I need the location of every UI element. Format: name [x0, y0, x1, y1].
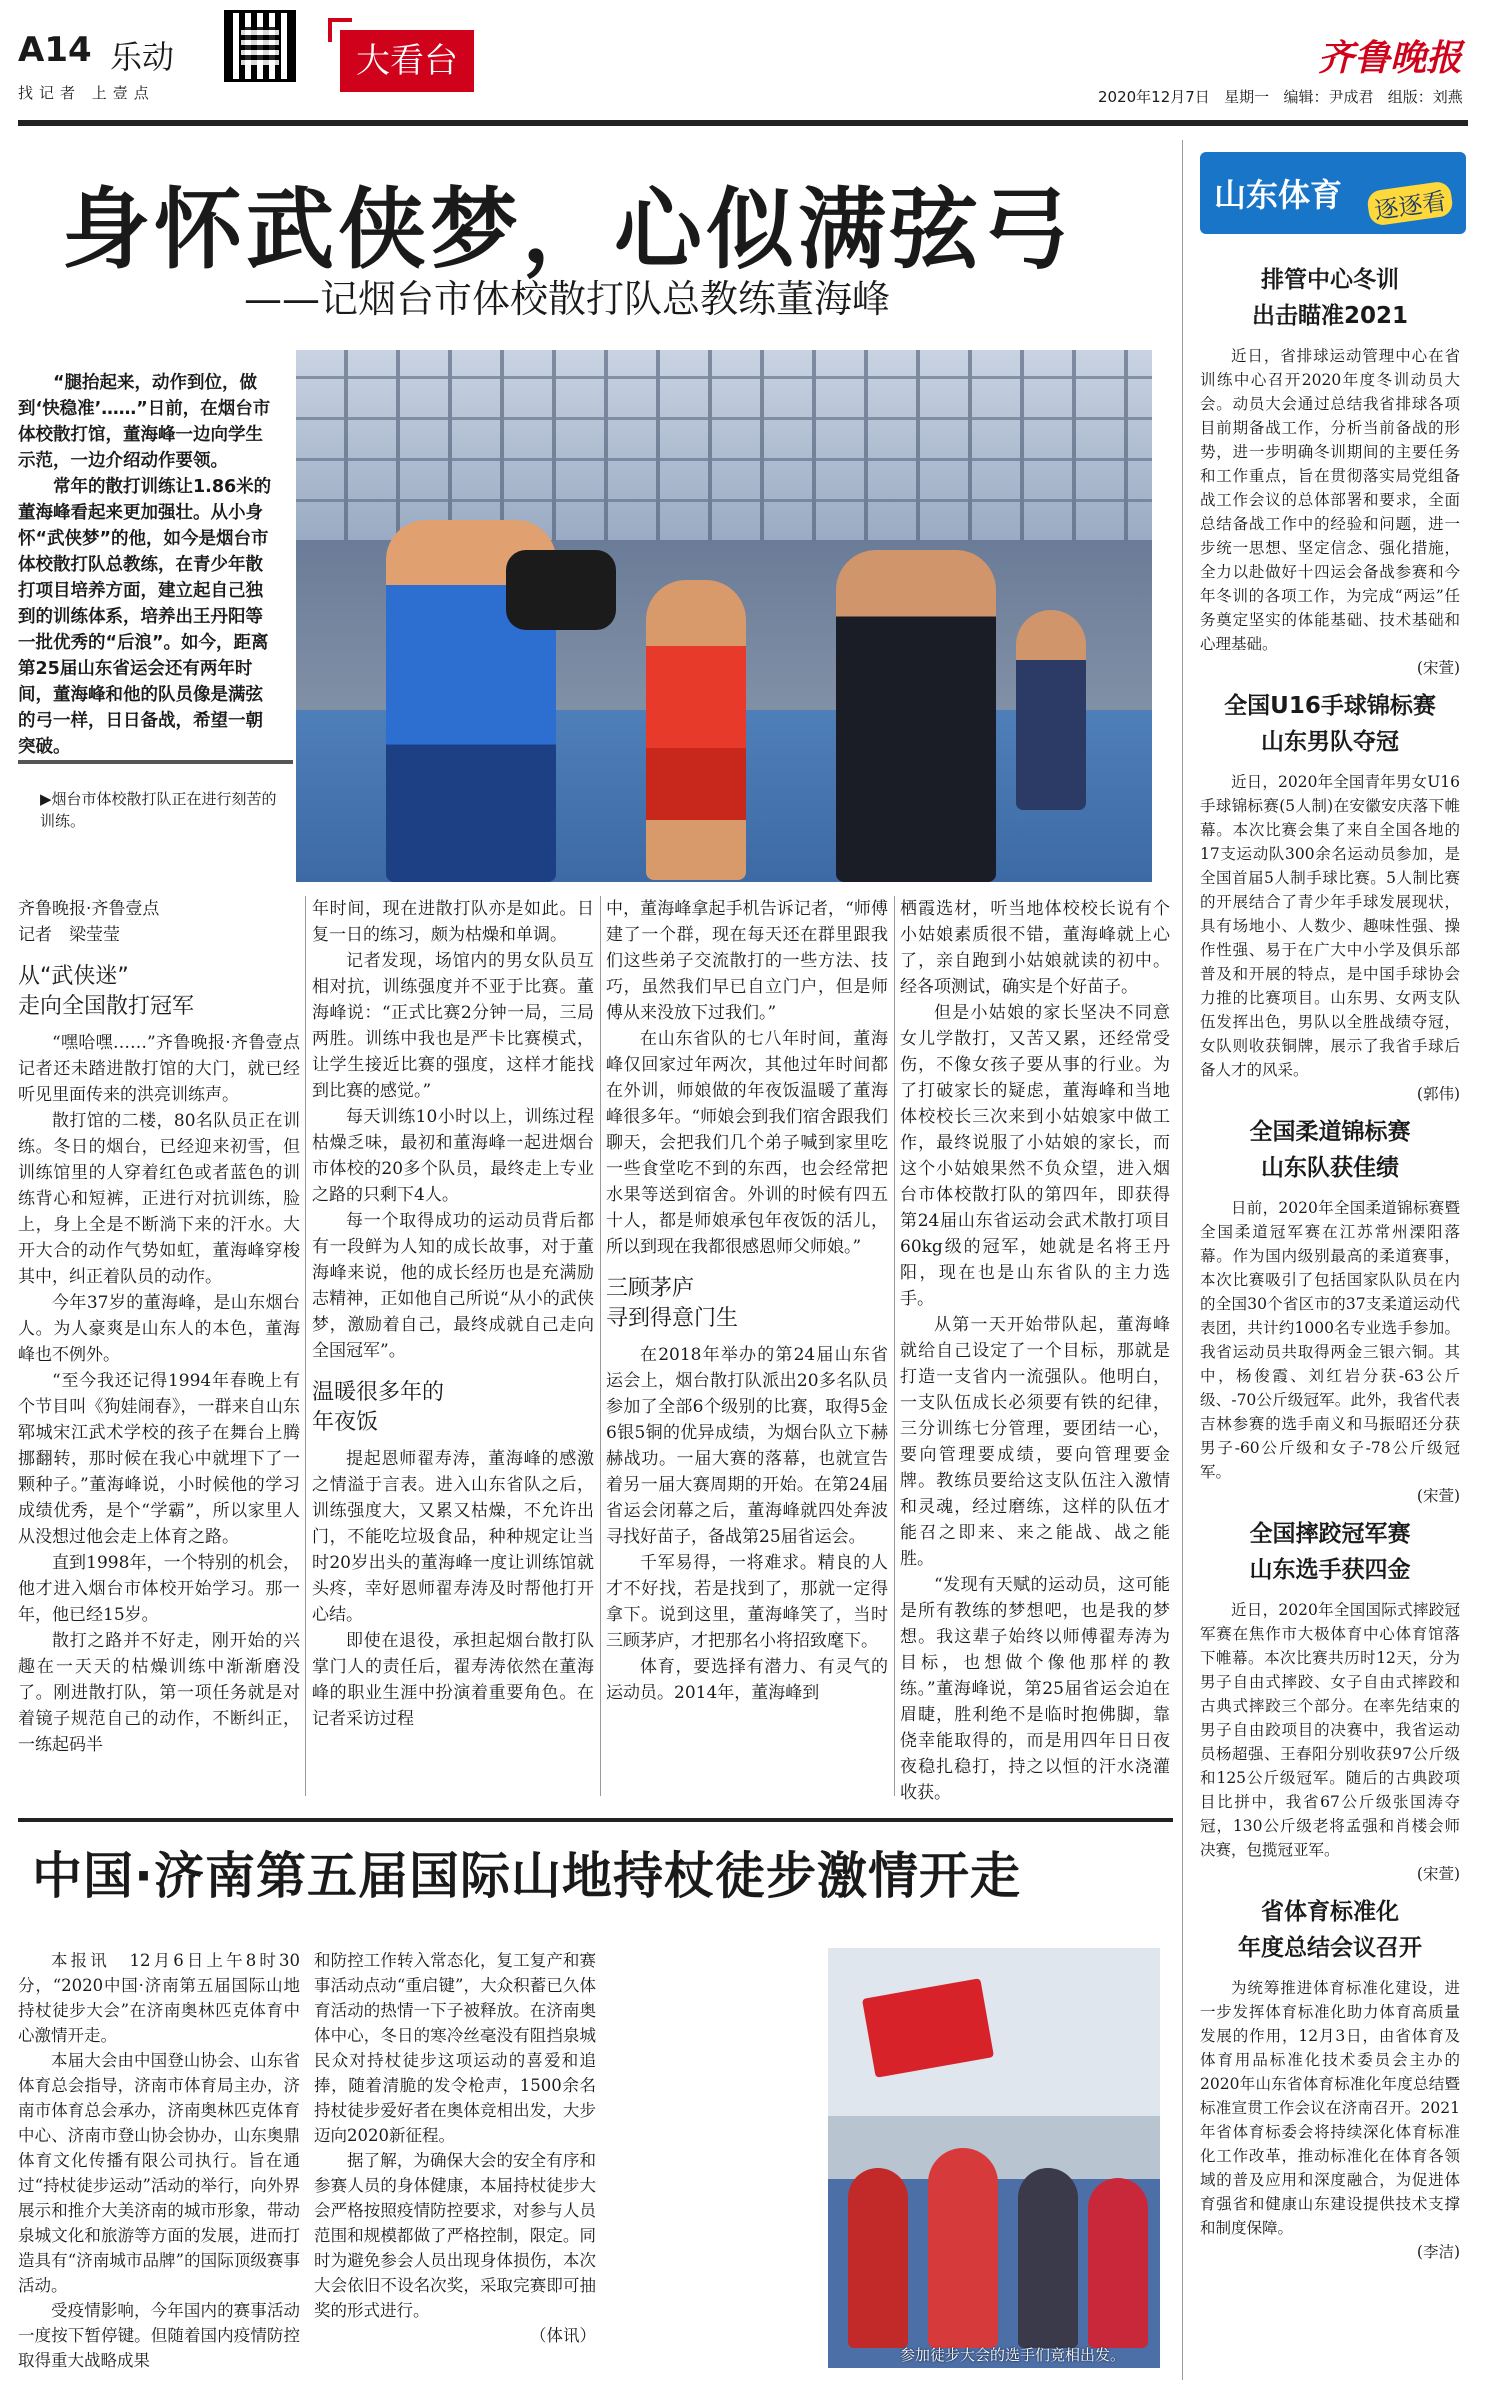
- photo2-caption: 参加徒步大会的选手们竟相出发。: [900, 2346, 1126, 2364]
- subhead-a: 从“武侠迷” 走向全国散打冠军: [18, 964, 195, 1019]
- sidebar-divider: [1182, 140, 1183, 2380]
- column-divider: [305, 896, 306, 1796]
- weekday: 星期一: [1224, 88, 1270, 106]
- paragraph: 即使在退役，承担起烟台散打队掌门人的责任后，翟寿涛依然在董海峰的职业生涯中扮演着重要角色。在记者采访过程: [312, 1631, 594, 1729]
- sidebar-item-title: 省体育标准化 年度总结会议召开: [1238, 1899, 1422, 1961]
- paragraph: 本届大会由中国登山协会、山东省体育总会指导，济南市体育局主办，济南市体育总会承办，济南奥林匹克体育中心、济南市登山协会协办，山东奥鼎体育文化传播有限公司执行。旨在通过“持杖徒步运动”活动的举行，向外界展示和推介大美济南的城市形象，带动泉城文化和旅游等方面的发展，进而打造具有“济南城市品牌”的国际顶级赛事活动。: [18, 2051, 300, 2295]
- sidebar-item-sign: (宋萱): [1416, 1865, 1460, 1883]
- designer: 组版：刘燕: [1387, 88, 1463, 106]
- paragraph: 但是小姑娘的家长坚决不同意女儿学散打，又苦又累，还经常受伤，不像女孩子要从事的行业。为了打破家长的疑虑，董海峰和当地体校校长三次来到小姑娘家中做工作，最终说服了小姑娘的家长，而这个小姑娘果然不负众望，进入烟台市体校散打队的第四年，即获得第24届山东省运动会武术散打项目60kg级的冠军，她就是名将王丹阳，现在也是山东省队的主力选手。: [900, 1003, 1170, 1309]
- paragraph: 栖霞选材，听当地体校校长说有个小姑娘素质很不错，董海峰就上心了，亲自跑到小姑娘就读的初中。经各项测试，确实是个好苗子。: [900, 899, 1170, 997]
- sidebar-news-list: [1200, 262, 1460, 2264]
- date: 2020年12月7日: [1098, 88, 1210, 106]
- byline-outlet: 齐鲁晚报·齐鲁壹点: [18, 899, 160, 919]
- editor: 编辑：尹成君: [1283, 88, 1374, 106]
- column-divider: [894, 896, 895, 1796]
- article-column-2: [312, 896, 594, 1732]
- sidebar-item-sign: (宋萱): [1416, 1487, 1460, 1505]
- paragraph: “嘿哈嘿……”齐鲁晚报·齐鲁壹点记者还未踏进散打馆的大门，就已经听见里面传来的洪亮训练声。: [18, 1033, 300, 1105]
- subhead-c: 三顾茅庐 寻到得意门生: [606, 1276, 739, 1331]
- sidebar-item: [1200, 1516, 1460, 1886]
- article2-column-2: [314, 1948, 596, 2348]
- sidebar-item-title: 全国柔道锦标赛 山东队获佳绩: [1249, 1119, 1411, 1181]
- article-subheadline: ——记烟台市体校散打队总教练董海峰: [244, 277, 891, 321]
- subnav-text: 找记者 上壹点: [18, 84, 155, 102]
- paragraph: 记者发现，场馆内的男女队员互相对抗，训练强度并不亚于比赛。董海峰说：“正式比赛2分钟一局，三局两胜。训练中我也是严卡比赛模式，让学生接近比赛的强度，这样才能找到比赛的感觉。”: [312, 951, 594, 1101]
- header-rule: [18, 120, 1468, 126]
- qr-code-icon[interactable]: [224, 10, 296, 82]
- sidebar-item-sign: (李洁): [1416, 2243, 1460, 2261]
- paragraph: 散打馆的二楼，80名队员正在训练。冬日的烟台，已经迎来初雪，但训练馆里的人穿着红色或者蓝色的训练背心和短裤，正进行对抗训练，脸上，身上全是不断淌下来的汗水。大开大合的动作气势如虹，董海峰穿梭其中，纠正着队员的动作。: [18, 1111, 300, 1287]
- sidebar-item-title: 全国U16手球锦标赛 山东男队夺冠: [1224, 693, 1436, 755]
- paragraph: 受疫情影响，今年国内的赛事活动一度按下暂停键。但随着国内疫情防控取得重大战略成果: [18, 2301, 300, 2370]
- sidebar-item: [1200, 1894, 1460, 2264]
- article-headline: 身怀武侠梦，心似满弦弓: [62, 178, 1075, 281]
- paragraph: 散打之路并不好走，刚开始的兴趣在一天天的枯燥训练中渐渐磨没了。刚进散打队，第一项任务就是对着镜子规范自己的动作，不断纠正，一练起码半: [18, 1631, 300, 1755]
- sidebar-item-title: 全国摔跤冠军赛 山东选手获四金: [1249, 1521, 1411, 1583]
- paragraph: 今年37岁的董海峰，是山东烟台人。为人豪爽是山东人的本色，董海峰也不例外。: [18, 1293, 300, 1365]
- sidebar-item-text: 近日，2020年全国青年男女U16手球锦标赛(5人制)在安徽安庆落下帷幕。本次比赛会集了来自全国各地的17支运动队300余名运动员参加，是全国首届5人制手球比赛。5人制比赛的开展结合了青少年手球发展现状，具有场地小、人数少、趣味性强、操作性强、易于在广大中小学及俱乐部普及和开展的特点，是中国手球协会力推的比赛项目。山东男、女两支队伍发挥出色，男队以全胜战绩夺冠，女队则收获铜牌，展示了我省手球后备人才的风采。: [1200, 773, 1460, 1079]
- column-badge: 大看台: [340, 30, 474, 92]
- paragraph: 和防控工作转入常态化，复工复产和赛事活动点动“重启键”，大众积蓄已久体育活动的热情一下子被释放。在济南奥体中心，冬日的寒冷丝毫没有阻挡泉城民众对持杖徒步这项运动的喜爱和追捧，随着清脆的发令枪声，1500余名持杖徒步爱好者在奥体竞相出发，大步迈向2020新征程。: [314, 1951, 596, 2145]
- sidebar-item-text: 近日，省排球运动管理中心在省训练中心召开2020年度冬训动员大会。动员大会通过总结我省排球各项目前期备战工作，分析当前备战的形势，进一步明确冬训期间的主要任务和工作重点，旨在贯彻落实局党组备战工作会议的总体部署和要求，全面总结备战工作中的经验和问题，进一步统一思想、坚定信念、强化措施，全力以赴做好十四运会备战参赛和今年冬训的各项工作，为完成“两运”任务奠定坚实的体能基础、技术基础和心理基础。: [1200, 347, 1460, 653]
- paragraph: “至今我还记得1994年春晚上有个节目叫《狗娃闹春》，一群来自山东郓城宋江武术学校的孩子在舞台上腾挪翻转，那时候在我心中就埋下了一颗种子。”董海峰说，小时候他的学习成绩优秀，是个“学霸”，所以家里人从没想过他会走上体育之路。: [18, 1371, 300, 1547]
- sidebar-item: [1200, 1114, 1460, 1508]
- banner-tag: 逐逐看: [1366, 180, 1454, 226]
- hiking-photo: [828, 1948, 1160, 2368]
- paragraph: 中，董海峰拿起手机告诉记者，“师傅建了一个群，现在每天还在群里跟我们这些弟子交流散打的一些方法、技巧，虽然我们早已自立门户，但是师傅从来没放下过我们。”: [606, 899, 888, 1023]
- sidebar-item-text: 为统筹推进体育标准化建设，进一步发挥体育标准化助力体育高质量发展的作用，12月3日，由省体育及体育用品标准化技术委员会主办的2020年山东省体育标准化年度总结暨标准宣贯工作会议在济南召开。2021年省体育标委会将持续深化体育标准化工作改革，推动标准化在体育各领域的普及应用和深度融合，为促进体育强省和健康山东建设提供技术支撑和制度保障。: [1200, 1979, 1460, 2237]
- training-photo: [296, 350, 1152, 882]
- article2-headline: 中国·济南第五届国际山地持杖徒步激情开走: [32, 1847, 1021, 1905]
- article-column-3: [606, 896, 888, 1706]
- column-divider: [600, 896, 601, 1796]
- banner-title: 山东体育: [1214, 176, 1343, 214]
- photo-caption: ▶烟台市体校散打队正在进行刻苦的训练。: [40, 790, 277, 830]
- divider: [18, 1818, 1173, 1822]
- paragraph: “发现有天赋的运动员，这可能是所有教练的梦想吧，也是我的梦想。我这辈子始终以师傅翟寿涛为目标，也想做个像他那样的教练。”董海峰说，第25届省运会迫在眉睫，胜利绝不是临时抱佛脚，靠侥幸能取得的，而是用四年日日夜夜稳扎稳打，持之以恒的汗水浇灌收获。: [900, 1575, 1170, 1803]
- sidebar-item-sign: (郭伟): [1416, 1085, 1460, 1103]
- subhead-b: 温暖很多年的 年夜饭: [312, 1380, 445, 1435]
- divider: [18, 760, 293, 764]
- article-column-4: [900, 896, 1170, 1806]
- newspaper-logo: 齐鲁晚报: [1318, 37, 1463, 79]
- section-name: 乐动: [110, 38, 175, 76]
- paragraph: 年时间，现在进散打队亦是如此。日复一日的练习，颇为枯燥和单调。: [312, 899, 594, 945]
- dateline: [1098, 86, 1463, 107]
- paragraph: 每一个取得成功的运动员背后都有一段鲜为人知的成长故事，对于董海峰来说，他的成长经历也是充满励志精神，正如他自己所说“从小的武侠梦，激励着自己，最终成就自己走向全国冠军”。: [312, 1211, 594, 1361]
- sign-off: （体讯）: [530, 2326, 596, 2345]
- sidebar-item-title: 排管中心冬训 出击瞄准2021: [1251, 267, 1408, 329]
- paragraph: 在2018年举办的第24届山东省运会上，烟台散打队派出20多名队员参加了全部6个级别的比赛，取得5金6银5铜的优异成绩，为烟台队立下赫赫战功。一届大赛的落幕，也就宣告着另一届大赛周期的开始。在第24届省运会闭幕之后，董海峰就四处奔波寻找好苗子，备战第25届省运会。: [606, 1345, 888, 1547]
- sidebar-item-sign: (宋萱): [1416, 659, 1460, 677]
- lede-paragraph: “腿抬起来，动作到位，做到‘快稳准’……”日前，在烟台市体校散打馆，董海峰一边向学生示范，一边介绍动作要领。: [18, 373, 271, 471]
- paragraph: 据了解，为确保大会的安全有序和参赛人员的身体健康，本届持杖徒步大会严格按照疫情防控要求，对参与人员范围和规模都做了严格控制，限定。同时为避免参会人员出现身体损伤，本次大会依旧不设名次奖，采取完赛即可抽奖的形式进行。: [314, 2151, 596, 2320]
- sidebar-banner: [1200, 152, 1466, 234]
- page-number: A14: [18, 30, 92, 70]
- paragraph: 体育，要选择有潜力、有灵气的运动员。2014年，董海峰到: [606, 1657, 888, 1703]
- paragraph: 每天训练10小时以上，训练过程枯燥乏味，最初和董海峰一起进烟台市体校的20多个队员，最终走上专业之路的只剩下4人。: [312, 1107, 594, 1205]
- lede-paragraph: 常年的散打训练让1.86米的董海峰看起来更加强壮。从小身怀“武侠梦”的他，如今是烟台市体校散打队总教练，在青少年散打项目培养方面，建立起自己独到的训练体系，培养出王丹阳等一批优秀的“后浪”。如今，距离第25届山东省运会还有两年时间，董海峰和他的队员像是满弦的弓一样，日日备战，希望一朝突破。: [18, 477, 272, 757]
- page-header: [0, 0, 1488, 128]
- sidebar-item: [1200, 262, 1460, 680]
- sidebar-item: [1200, 688, 1460, 1106]
- sidebar-item-text: 近日，2020年全国国际式摔跤冠军赛在焦作市大极体育中心体育馆落下帷幕。本次比赛共历时12天，分为男子自由式摔跤、女子自由式摔跤和古典式摔跤三个部分。在率先结束的男子自由跤项目的决赛中，我省运动员杨超强、王春阳分别收获97公斤级和125公斤级冠军。随后的古典跤项目比拼中，我省67公斤级张国涛夺冠，130公斤级老将孟强和肖楼会师决赛，包揽冠亚军。: [1200, 1601, 1460, 1859]
- paragraph: 在山东省队的七八年时间，董海峰仅回家过年两次，其他过年时间都在外训，师娘做的年夜饭温暖了董海峰很多年。“师娘会到我们宿舍跟我们聊天，会把我们几个弟子喊到家里吃一些食堂吃不到的东西，也会经常把水果等送到宿舍。外训的时候有四五十人，都是师娘承包年夜饭的活儿，所以到现在我都很感恩师父师娘。”: [606, 1029, 888, 1257]
- paragraph: 从第一天开始带队起，董海峰就给自己设定了一个目标，那就是打造一支省内一流强队。他明白，一支队伍成长必须要有铁的纪律，三分训练七分管理，要团结一心，要向管理要成绩，要向管理要金牌。教练员要给这支队伍注入激情和灵魂，经过磨练，这样的队伍才能召之即来、来之能战、战之能胜。: [900, 1315, 1170, 1569]
- sidebar-item-text: 日前，2020年全国柔道锦标赛暨全国柔道冠军赛在江苏常州溧阳落幕。作为国内级别最高的柔道赛事，本次比赛吸引了包括国家队队员在内的全国30个省区市的37支柔道运动代表团，共计约1000名专业选手参加。我省运动员共取得两金三银六铜。其中，杨俊霞、刘红岩分获-63公斤级、-70公斤级冠军。此外，我省代表吉林参赛的选手南义和马振昭还分获男子-60公斤级和女子-78公斤级冠军。: [1200, 1199, 1460, 1481]
- byline-reporter: 记者 梁莹莹: [18, 925, 120, 945]
- paragraph: 直到1998年，一个特别的机会，他才进入烟台市体校开始学习。那一年，他已经15岁。: [18, 1553, 300, 1625]
- paragraph: 本报讯 12月6日上午8时30分，“2020中国·济南第五届国际山地持杖徒步大会”在济南奥林匹克体育中心激情开走。: [18, 1951, 300, 2045]
- article-lede: [18, 370, 274, 760]
- article-column-1: [18, 896, 300, 1758]
- article2-column-1: [18, 1948, 300, 2373]
- paragraph: 千军易得，一将难求。精良的人才不好找，若是找到了，那就一定得拿下。说到这里，董海峰笑了，当时三顾茅庐，才把那名小将招致麾下。: [606, 1553, 888, 1651]
- paragraph: 提起恩师翟寿涛，董海峰的感激之情溢于言表。进入山东省队之后，训练强度大，又累又枯燥，不允许出门，不能吃垃圾食品，种种规定让当时20岁出头的董海峰一度让训练馆就头疼，幸好恩师翟寿涛及时帮他打开心结。: [312, 1449, 594, 1625]
